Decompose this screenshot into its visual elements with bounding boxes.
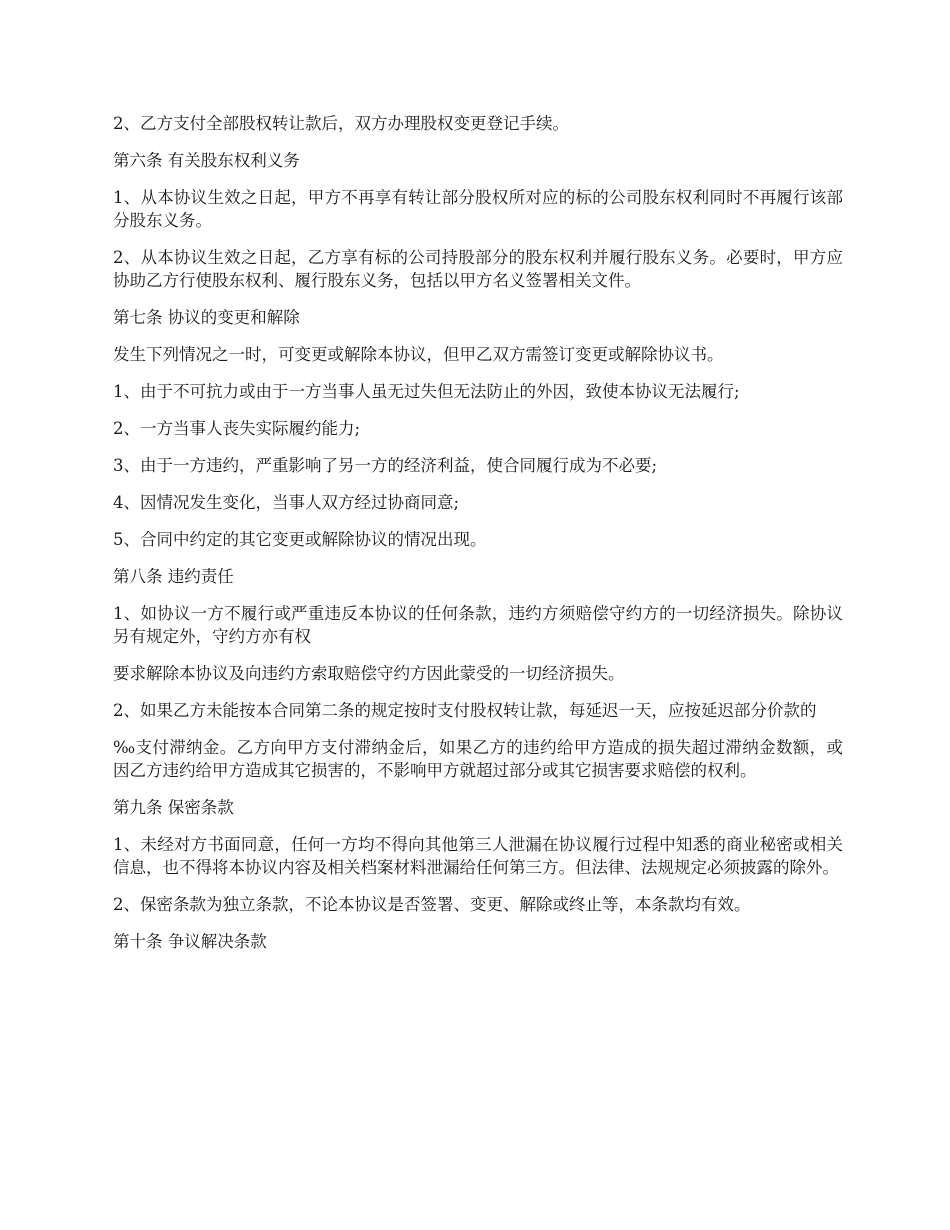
paragraph-change-item-3: 3、由于一方违约，严重影响了另一方的经济利益，使合同履行成为不必要; <box>113 456 658 475</box>
paragraph-transfer-registration: 2、乙方支付全部股权转让款后，双方办理股权变更登记手续。 <box>113 114 569 133</box>
article-6-heading: 第六条 有关股东权利义务 <box>113 151 300 170</box>
paragraph-breach-2-cont: ‰支付滞纳金。乙方向甲方支付滞纳金后，如果乙方的违约给甲方造成的损失超过滞纳金数额，或因乙方违约给甲方造成其它损害的，不影响甲方就超过部分或其它损害要求赔偿的权利。 <box>113 738 843 780</box>
article-9-heading: 第九条 保密条款 <box>113 798 234 817</box>
article-10-heading: 第十条 争议解决条款 <box>113 932 267 951</box>
paragraph-change-item-1: 1、由于不可抗力或由于一方当事人虽无过失但无法防止的外因，致使本协议无法履行; <box>113 382 740 401</box>
paragraph-party-b-rights: 2、从本协议生效之日起，乙方享有标的公司持股部分的股东权利并履行股东义务。必要时，甲方应协助乙方行使股东权利、履行股东义务，包括以甲方名义签署相关文件。 <box>113 248 843 290</box>
paragraph-breach-2: 2、如果乙方未能按本合同第二条的规定按时支付股权转让款，每延迟一天，应按延迟部分价款的 <box>113 701 817 720</box>
paragraph-confidential-1: 1、未经对方书面同意，任何一方均不得向其他第三人泄漏在协议履行过程中知悉的商业秘密或相关信息，也不得将本协议内容及相关档案材料泄漏给任何第三方。但法律、法规规定必须披露的除外。 <box>113 835 843 877</box>
paragraph-confidential-2: 2、保密条款为独立条款，不论本协议是否签署、变更、解除或终止等，本条款均有效。 <box>113 895 751 914</box>
article-7-heading: 第七条 协议的变更和解除 <box>113 308 300 327</box>
document-body <box>113 112 843 967</box>
paragraph-change-item-4: 4、因情况发生变化，当事人双方经过协商同意; <box>113 493 460 512</box>
paragraph-breach-1: 1、如协议一方不履行或严重违反本协议的任何条款，违约方须赔偿守约方的一切经济损失。除协议另有规定外，守约方亦有权 <box>113 604 843 646</box>
paragraph-change-item-5: 5、合同中约定的其它变更或解除协议的情况出现。 <box>113 530 487 549</box>
paragraph-breach-1-cont: 要求解除本协议及向违约方索取赔偿守约方因此蒙受的一切经济损失。 <box>113 664 625 683</box>
paragraph-party-a-rights: 1、从本协议生效之日起，甲方不再享有转让部分股权所对应的标的公司股东权利同时不再履行该部分股东义务。 <box>113 188 843 230</box>
article-8-heading: 第八条 违约责任 <box>113 567 234 586</box>
paragraph-change-intro: 发生下列情况之一时，可变更或解除本协议，但甲乙双方需签订变更或解除协议书。 <box>113 345 724 364</box>
paragraph-change-item-2: 2、一方当事人丧失实际履约能力; <box>113 419 361 438</box>
